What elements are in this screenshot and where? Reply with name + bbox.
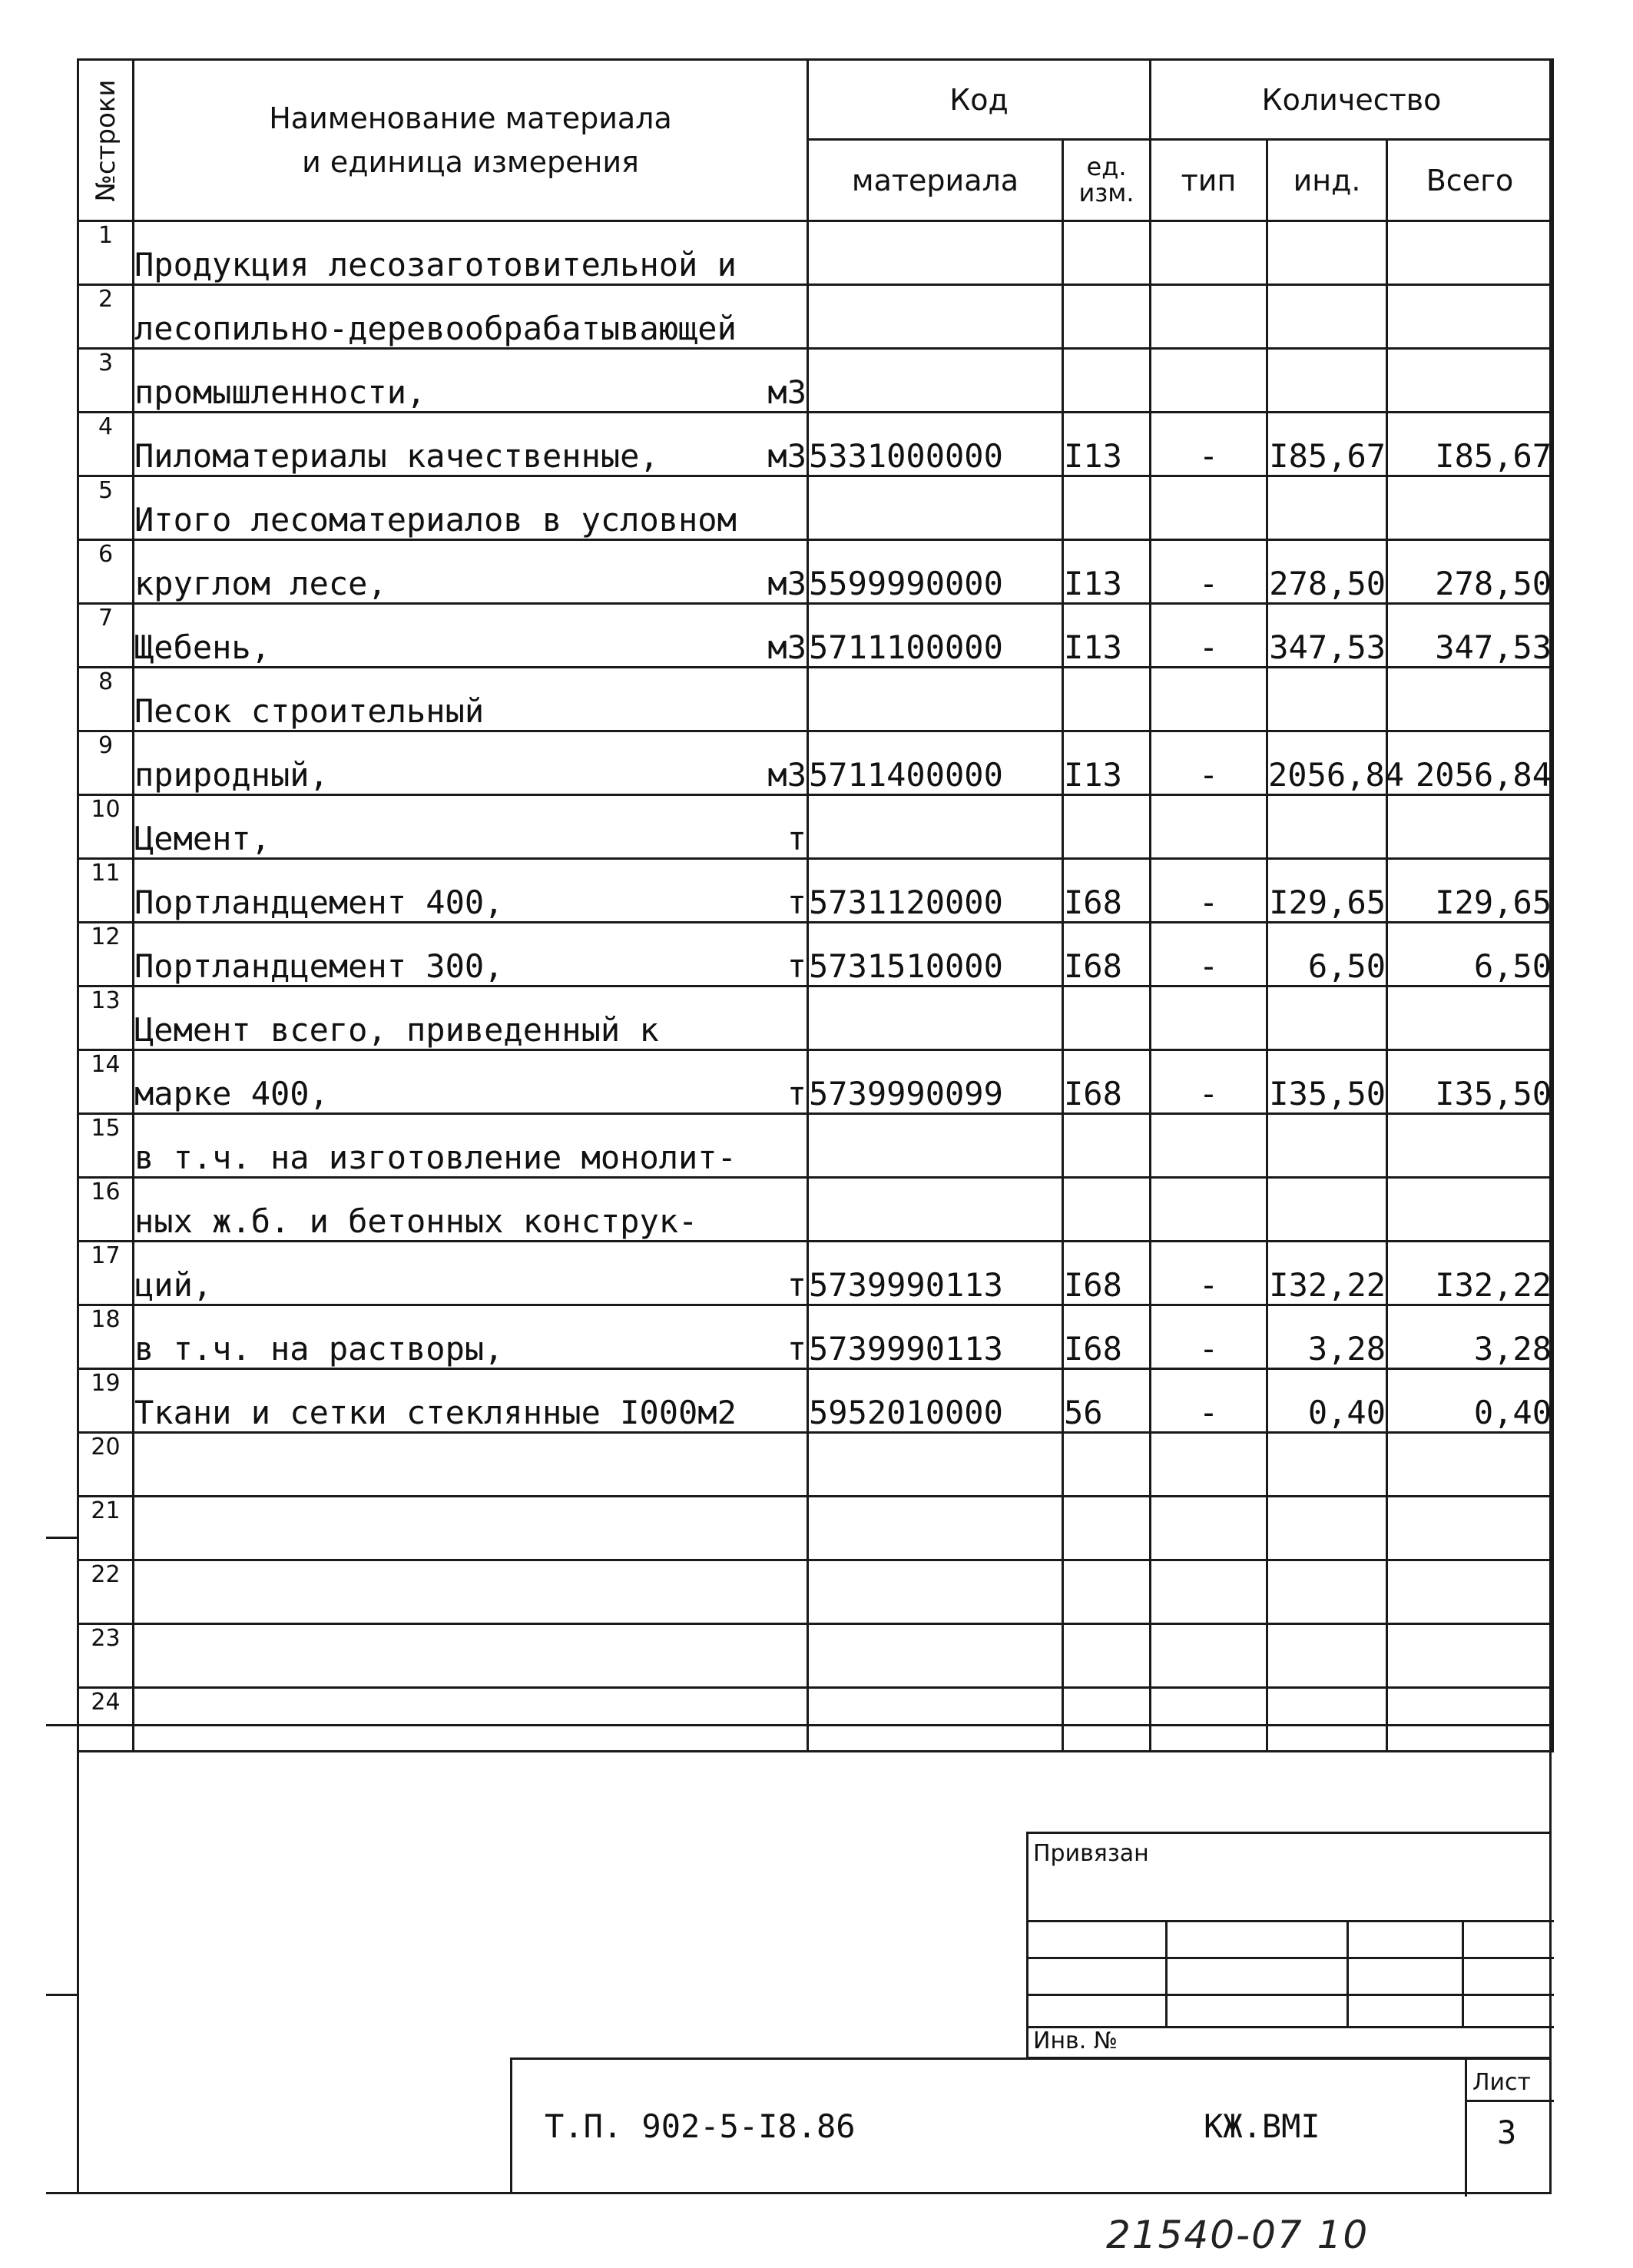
row-number: 14	[78, 1050, 134, 1114]
qty-ind	[1267, 221, 1387, 285]
inventory-number-label: Инв. №	[1033, 2028, 1118, 2054]
unit-code	[1063, 1433, 1151, 1497]
row-number: 6	[78, 540, 134, 604]
material-name	[134, 923, 808, 986]
sheet-cell-divider	[1465, 2060, 1467, 2197]
row-number: 20	[78, 1433, 134, 1497]
material-name-text: Песок строительный	[134, 692, 485, 730]
qty-ind	[1267, 1560, 1387, 1624]
qty-total	[1387, 1114, 1553, 1178]
unit-code: I68	[1063, 1050, 1151, 1114]
qty-type	[1151, 986, 1267, 1050]
material-name-text: в т.ч. на растворы,	[134, 1330, 504, 1368]
sheet-label: Лист	[1472, 2069, 1532, 2096]
stamp-hline-3	[1028, 1994, 1554, 1996]
material-name-text: круглом лесе,	[134, 565, 387, 602]
material-code	[808, 349, 1063, 413]
row-number: 16	[78, 1178, 134, 1242]
material-name-text: Портландцемент 400,	[134, 884, 504, 921]
material-code: 5711400000	[808, 731, 1063, 795]
qty-total-header: Всего	[1387, 140, 1553, 221]
material-code: 5739990099	[808, 1050, 1063, 1114]
unit-code	[1063, 1624, 1151, 1688]
qty-ind-header: инд.	[1267, 140, 1387, 221]
table-row	[78, 1624, 1553, 1688]
table-row	[78, 986, 1553, 1050]
table-row	[78, 923, 1553, 986]
qty-total	[1387, 1560, 1553, 1624]
code-material-header: материала	[808, 140, 1063, 221]
qty-total	[1387, 1433, 1553, 1497]
attached-label: Привязан	[1033, 1840, 1149, 1867]
qty-ind	[1267, 795, 1387, 859]
row-number: 5	[78, 476, 134, 540]
qty-total: I32,22	[1387, 1242, 1553, 1305]
qty-type	[1151, 1560, 1267, 1624]
table-row	[78, 604, 1553, 668]
qty-ind	[1267, 1114, 1387, 1178]
qty-type: -	[1151, 540, 1267, 604]
material-name	[134, 221, 808, 285]
unit-code	[1063, 221, 1151, 285]
row-number: 4	[78, 413, 134, 476]
qty-type	[1151, 668, 1267, 731]
material-name-text: ций,	[134, 1266, 213, 1304]
stamp-hline-2	[1028, 1957, 1554, 1959]
unit-code	[1063, 795, 1151, 859]
material-name-text: Ткани и сетки стеклянные I000м2	[134, 1394, 737, 1431]
attachment-stamp	[1026, 1832, 1552, 2059]
row-number: 3	[78, 349, 134, 413]
qty-ind	[1267, 1688, 1387, 1752]
material-unit: т	[787, 1075, 807, 1112]
qty-ind: 0,40	[1267, 1369, 1387, 1433]
qty-ind	[1267, 1624, 1387, 1688]
qty-type	[1151, 1114, 1267, 1178]
qty-total: 347,53	[1387, 604, 1553, 668]
unit-code: I13	[1063, 731, 1151, 795]
qty-ind	[1267, 1178, 1387, 1242]
row-number: 1	[78, 221, 134, 285]
qty-total	[1387, 349, 1553, 413]
row-number: 19	[78, 1369, 134, 1433]
unit-code: I68	[1063, 1305, 1151, 1369]
table-row	[78, 859, 1553, 923]
material-code	[808, 1114, 1063, 1178]
unit-code	[1063, 1560, 1151, 1624]
margin-tick-2	[46, 1994, 78, 1996]
material-name-text: Щебень,	[134, 628, 271, 666]
material-name	[134, 604, 808, 668]
name-header: Наименование материала и единица измерения	[134, 60, 808, 221]
quantity-header: Количество	[1151, 60, 1553, 140]
row-number: 17	[78, 1242, 134, 1305]
unit-code: I68	[1063, 1242, 1151, 1305]
material-unit: м3	[767, 565, 807, 602]
qty-ind: I35,50	[1267, 1050, 1387, 1114]
row-number: 12	[78, 923, 134, 986]
material-name	[134, 1305, 808, 1369]
table-row	[78, 1305, 1553, 1369]
material-code	[808, 221, 1063, 285]
qty-total	[1387, 986, 1553, 1050]
qty-total	[1387, 285, 1553, 349]
qty-total	[1387, 668, 1553, 731]
qty-total: 0,40	[1387, 1369, 1553, 1433]
qty-type: -	[1151, 859, 1267, 923]
row-number: 21	[78, 1497, 134, 1560]
row-number: 8	[78, 668, 134, 731]
qty-type: -	[1151, 1050, 1267, 1114]
table-row	[78, 1050, 1553, 1114]
qty-total: I35,50	[1387, 1050, 1553, 1114]
material-name	[134, 1242, 808, 1305]
qty-type	[1151, 349, 1267, 413]
material-name	[134, 413, 808, 476]
material-name	[134, 1369, 808, 1433]
material-name-text: лесопильно-деревообрабатывающей	[134, 310, 737, 347]
material-name-text: Цемент,	[134, 820, 271, 857]
stamp-hline-1	[1028, 1920, 1554, 1922]
material-name	[134, 795, 808, 859]
table-row	[78, 1560, 1553, 1624]
qty-total	[1387, 476, 1553, 540]
material-name	[134, 349, 808, 413]
qty-ind	[1267, 986, 1387, 1050]
qty-type: -	[1151, 923, 1267, 986]
qty-total	[1387, 221, 1553, 285]
qty-ind: I32,22	[1267, 1242, 1387, 1305]
qty-ind: 3,28	[1267, 1305, 1387, 1369]
qty-type	[1151, 1688, 1267, 1752]
handwritten-archive-number: 21540-07 10	[1106, 2213, 1370, 2257]
qty-total: I29,65	[1387, 859, 1553, 923]
row-number: 18	[78, 1305, 134, 1369]
unit-code: I68	[1063, 923, 1151, 986]
material-code	[808, 476, 1063, 540]
material-unit: т	[787, 1266, 807, 1304]
table-row	[78, 349, 1553, 413]
qty-ind	[1267, 668, 1387, 731]
code-header: Код	[808, 60, 1151, 140]
qty-total	[1387, 1178, 1553, 1242]
qty-ind: 347,53	[1267, 604, 1387, 668]
row-number: 24	[78, 1688, 134, 1752]
unit-code: 56	[1063, 1369, 1151, 1433]
material-name	[134, 1433, 808, 1497]
table-row	[78, 1497, 1553, 1560]
material-name-text: марке 400,	[134, 1075, 329, 1112]
qty-total: 3,28	[1387, 1305, 1553, 1369]
unit-code: I68	[1063, 859, 1151, 923]
qty-total	[1387, 795, 1553, 859]
qty-type	[1151, 1433, 1267, 1497]
qty-type: -	[1151, 1305, 1267, 1369]
qty-ind	[1267, 349, 1387, 413]
table-row	[78, 1433, 1553, 1497]
qty-total: 2056,84	[1387, 731, 1553, 795]
row-number: 9	[78, 731, 134, 795]
material-code: 5739990113	[808, 1242, 1063, 1305]
qty-type	[1151, 795, 1267, 859]
unit-code	[1063, 986, 1151, 1050]
material-code: 5731510000	[808, 923, 1063, 986]
material-name	[134, 668, 808, 731]
material-code	[808, 1497, 1063, 1560]
qty-ind: I29,65	[1267, 859, 1387, 923]
margin-tick-1	[46, 1537, 78, 1539]
table-row	[78, 1688, 1553, 1752]
qty-type: -	[1151, 413, 1267, 476]
qty-ind	[1267, 1497, 1387, 1560]
table-row	[78, 413, 1553, 476]
qty-type: -	[1151, 731, 1267, 795]
stamp-vline-3	[1462, 1920, 1464, 2026]
unit-code	[1063, 285, 1151, 349]
material-unit: т	[787, 884, 807, 921]
row-number: 23	[78, 1624, 134, 1688]
qty-ind: 2056,84	[1267, 731, 1387, 795]
material-unit: т	[787, 820, 807, 857]
row-number: 10	[78, 795, 134, 859]
table-row	[78, 1369, 1553, 1433]
material-name-text: в т.ч. на изготовление монолит-	[134, 1139, 737, 1176]
qty-type: -	[1151, 1242, 1267, 1305]
qty-ind	[1267, 476, 1387, 540]
table-row	[78, 476, 1553, 540]
material-name	[134, 859, 808, 923]
row-number: 7	[78, 604, 134, 668]
table-row	[78, 731, 1553, 795]
material-name-text: Итого лесоматериалов в условном	[134, 501, 737, 539]
material-name-text: Цемент всего, приведенный к	[134, 1011, 659, 1049]
title-block	[510, 2057, 1552, 2194]
material-name	[134, 1178, 808, 1242]
material-code: 5711100000	[808, 604, 1063, 668]
project-number: Т.П. 902-5-I8.86	[545, 2107, 856, 2145]
material-code	[808, 1560, 1063, 1624]
material-name-text: промышленности,	[134, 373, 426, 411]
qty-type	[1151, 221, 1267, 285]
material-code	[808, 285, 1063, 349]
material-name-text: природный,	[134, 756, 329, 794]
material-code: 5739990113	[808, 1305, 1063, 1369]
material-name	[134, 1688, 808, 1752]
unit-code: I13	[1063, 413, 1151, 476]
qty-total: 278,50	[1387, 540, 1553, 604]
material-name	[134, 1560, 808, 1624]
sheet-cell-hline	[1465, 2100, 1554, 2102]
row-number: 11	[78, 859, 134, 923]
qty-type	[1151, 1624, 1267, 1688]
row-number: 15	[78, 1114, 134, 1178]
material-code	[808, 1433, 1063, 1497]
unit-code: I13	[1063, 540, 1151, 604]
material-unit: м3	[767, 437, 807, 475]
unit-code	[1063, 668, 1151, 731]
qty-type	[1151, 285, 1267, 349]
qty-type: -	[1151, 1369, 1267, 1433]
material-name-text: Продукция лесозаготовительной и	[134, 246, 737, 284]
row-number: 13	[78, 986, 134, 1050]
material-code	[808, 795, 1063, 859]
material-name	[134, 285, 808, 349]
qty-total	[1387, 1688, 1553, 1752]
qty-type	[1151, 476, 1267, 540]
unit-code	[1063, 1178, 1151, 1242]
row-number-header: №строки	[78, 60, 134, 221]
drawing-mark: КЖ.ВМI	[1204, 2107, 1320, 2145]
material-code: 5599990000	[808, 540, 1063, 604]
material-name	[134, 476, 808, 540]
qty-ind: 6,50	[1267, 923, 1387, 986]
row-number: 22	[78, 1560, 134, 1624]
material-code: 5331000000	[808, 413, 1063, 476]
material-code	[808, 1688, 1063, 1752]
unit-code	[1063, 349, 1151, 413]
material-name-text: Пиломатериалы качественные,	[134, 437, 659, 475]
material-name	[134, 1050, 808, 1114]
qty-type	[1151, 1497, 1267, 1560]
unit-code	[1063, 1688, 1151, 1752]
material-name	[134, 1114, 808, 1178]
material-unit: т	[787, 947, 807, 985]
qty-type-header: тип	[1151, 140, 1267, 221]
table-row	[78, 1242, 1553, 1305]
qty-type	[1151, 1178, 1267, 1242]
material-name	[134, 1624, 808, 1688]
table-row	[78, 285, 1553, 349]
qty-ind	[1267, 1433, 1387, 1497]
qty-total	[1387, 1497, 1553, 1560]
material-code	[808, 1624, 1063, 1688]
material-name	[134, 1497, 808, 1560]
qty-ind	[1267, 285, 1387, 349]
sheet-number: 3	[1497, 2114, 1517, 2151]
qty-type: -	[1151, 604, 1267, 668]
material-code	[808, 986, 1063, 1050]
material-unit: м3	[767, 373, 807, 411]
qty-ind: I85,67	[1267, 413, 1387, 476]
table-row	[78, 221, 1553, 285]
material-code	[808, 668, 1063, 731]
unit-code	[1063, 1497, 1151, 1560]
material-code: 5731120000	[808, 859, 1063, 923]
material-unit: м3	[767, 756, 807, 794]
material-name-text: Портландцемент 300,	[134, 947, 504, 985]
stamp-vline-1	[1165, 1920, 1168, 2026]
materials-table	[77, 58, 1554, 1752]
row-number: 2	[78, 285, 134, 349]
material-unit: м3	[767, 628, 807, 666]
qty-ind: 278,50	[1267, 540, 1387, 604]
material-code	[808, 1178, 1063, 1242]
table-row	[78, 540, 1553, 604]
material-name	[134, 731, 808, 795]
material-name-text: ных ж.б. и бетонных конструк-	[134, 1202, 698, 1240]
unit-code	[1063, 1114, 1151, 1178]
unit-code	[1063, 476, 1151, 540]
material-name	[134, 986, 808, 1050]
unit-code: I13	[1063, 604, 1151, 668]
material-name	[134, 540, 808, 604]
qty-total	[1387, 1624, 1553, 1688]
table-row	[78, 1114, 1553, 1178]
table-row	[78, 1178, 1553, 1242]
stamp-vline-2	[1346, 1920, 1349, 2026]
table-row	[78, 795, 1553, 859]
table-row	[78, 668, 1553, 731]
material-code: 5952010000	[808, 1369, 1063, 1433]
qty-total: 6,50	[1387, 923, 1553, 986]
code-unit-header: ед. изм.	[1063, 140, 1151, 221]
material-unit: т	[787, 1330, 807, 1368]
qty-total: I85,67	[1387, 413, 1553, 476]
